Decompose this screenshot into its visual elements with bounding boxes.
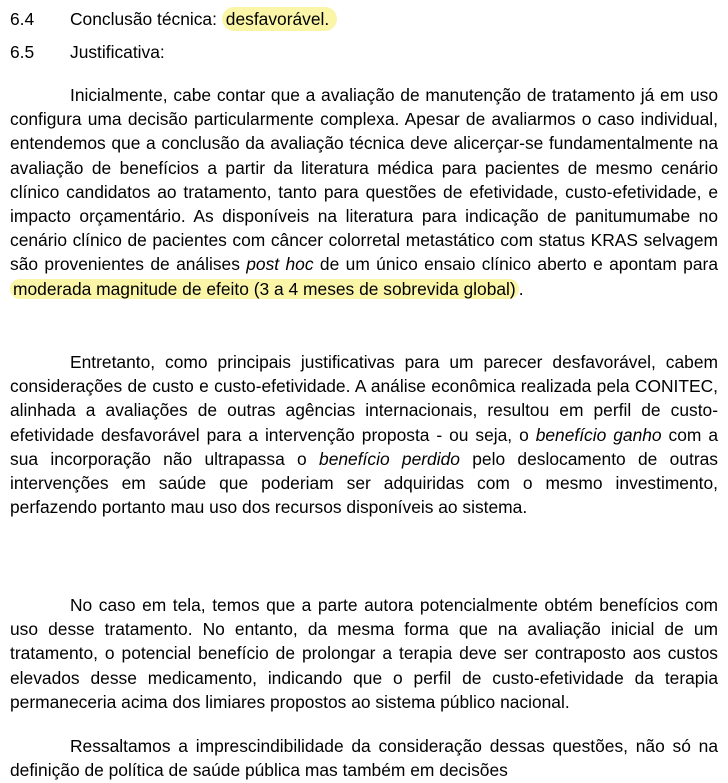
section-title: Justificativa: (70, 42, 165, 62)
paragraph-text: Inicialmente, cabe contar que a avaliação de manutenção de tratamento já em uso configura uma decisão particularmente complexa. Apesar de avaliarmos o caso individual, entendemos que a conclusão da avaliação técnica deve alicerçar-se fundamentalmente na avaliação de benefícios a partir da literatura médica para pacientes de mesmo cenário clínico candidatos ao tratamento, tanto para questões de efetividade, custo-efetividade, e impacto orçamentário. As disponíveis na literatura para indicação de panitumumabe no cenário clínico de pacientes com câncer colorretal metastático com status KRAS selvagem são provenientes de análises (10, 85, 718, 275)
section-6-4-heading (10, 7, 337, 31)
technical-conclusion-value: desfavorável. (222, 7, 337, 31)
section-label: Conclusão técnica: (70, 9, 222, 29)
paragraph-text: . (518, 278, 524, 299)
section-number: 6.4 (10, 9, 35, 29)
italic-term: benefício ganho (535, 424, 662, 445)
section-number: 6.5 (10, 42, 35, 62)
paragraph-text: com a sua incorporação não ultrapassa o (10, 424, 718, 469)
paragraph-case-analysis: No caso em tela, temos que a parte autora potencialmente obtém benefícios com uso desse tratamento. No entanto, da mesma forma que na avaliação inicial de um tratamento, o potencial benefício de prolongar a terapia deve ser contraposto aos custos elevados desse medicamento, indicando que o perfil de custo-efetividade da terapia permaneceria acima dos limiares propostos ao sistema público nacional. (10, 595, 718, 712)
paragraph-text: de um único ensaio clínico aberto e apontam para (313, 254, 718, 275)
italic-term: post hoc (246, 254, 314, 275)
highlighted-effect-size: moderada magnitude de efeito (3 a 4 meses de sobrevida global) (10, 279, 519, 299)
section-6-5-heading (10, 40, 165, 64)
paragraph-text: Entretanto, como principais justificativas para um parecer desfavorável, cabem considerações de custo e custo-efetividade. A análise econômica realizada pela CONITEC, alinhada a avaliações de outras agências internacionais, resultou em perfil de custo-efetividade desfavorável para a intervenção proposta - ou seja, o (10, 352, 718, 445)
italic-term: benefício perdido (319, 448, 460, 469)
section-title (70, 7, 337, 31)
paragraph-initial-context (10, 83, 718, 301)
paragraph-conclusion: Ressaltamos a imprescindibilidade da consideração dessas questões, não só na definição de política de saúde pública mas também em decisões (10, 736, 718, 781)
paragraph-text: pelo deslocamento de outras intervenções em saúde que poderiam ser adquiridas com o mesmo investimento, perfazendo portanto mau uso dos recursos disponíveis ao sistema. (10, 448, 718, 518)
paragraph-cost-effectiveness (10, 350, 718, 519)
